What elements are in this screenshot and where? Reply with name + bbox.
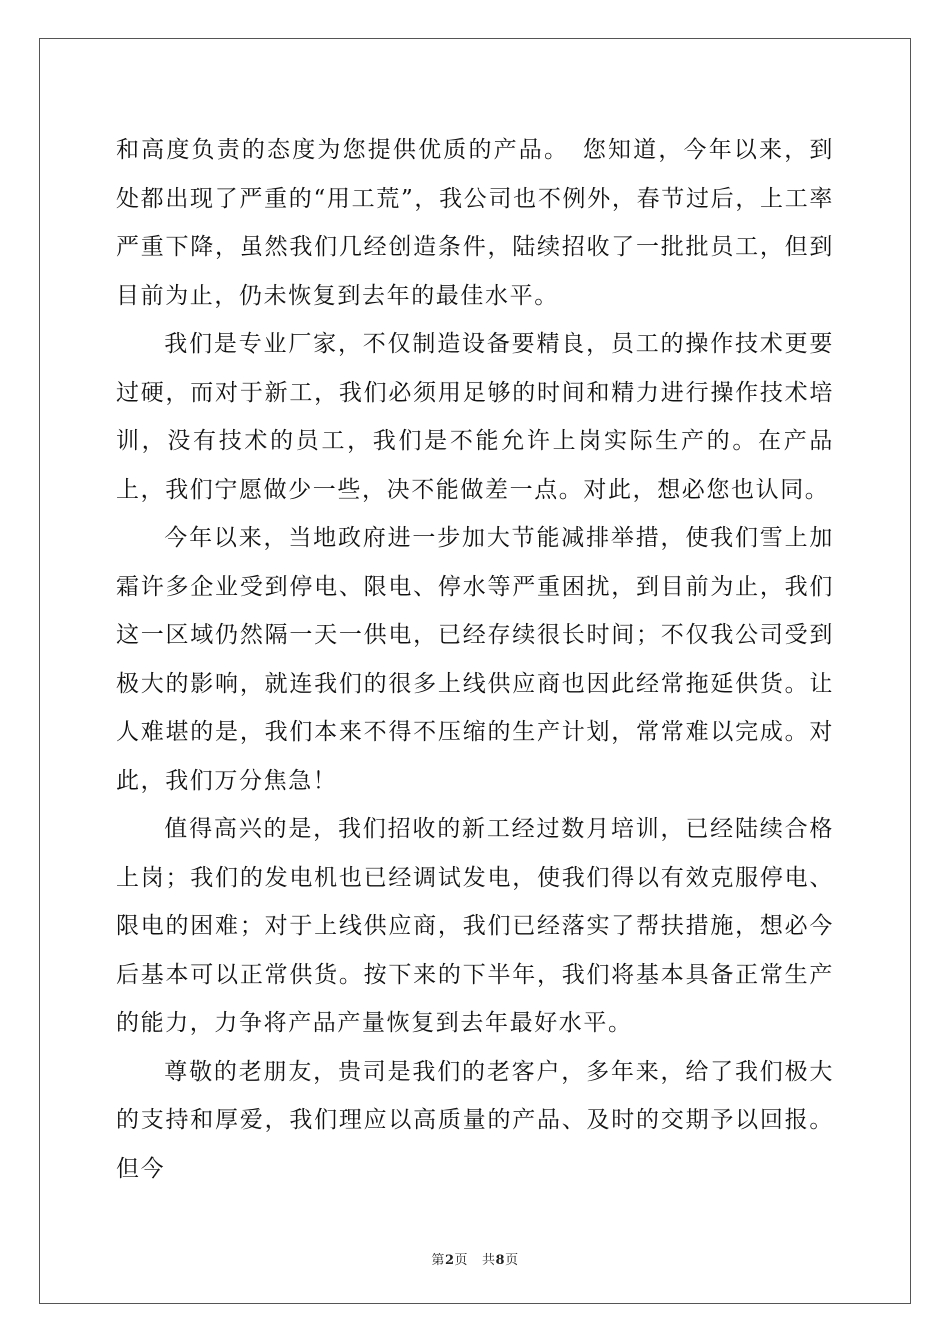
total-suffix: 页 — [505, 1253, 519, 1268]
total-prefix: 共 — [482, 1253, 496, 1268]
page-prefix: 第 — [431, 1253, 445, 1268]
document-body — [116, 126, 834, 1193]
page-suffix: 页 — [454, 1253, 468, 1268]
paragraph-4: 值得高兴的是，我们招收的新工经过数月培训，已经陆续合格上岗；我们的发电机也已经调试发电，使我们得以有效克服停电、限电的困难；对于上线供应商，我们已经落实了帮扶措施，想必今后基本可以正常供货。按下来的下半年，我们将基本具备正常生产的能力，力争将产品产量恢复到去年最好水平。 — [116, 816, 834, 1036]
paragraph-1: 和高度负责的态度为您提供优质的产品。 您知道，今年以来，到处都出现了严重的“用工荒”，我公司也不例外，春节过后，上工率严重下降，虽然我们几经创造条件，陆续招收了一批批员工，但到目前为止，仍未恢复到去年的最佳水平。 — [116, 137, 834, 309]
page-total: 8 — [495, 1253, 506, 1268]
paragraph-2: 我们是专业厂家，不仅制造设备要精良，员工的操作技术更要过硬，而对于新工，我们必须用足够的时间和精力进行操作技术培训，没有技术的员工，我们是不能允许上岗实际生产的。在产品上，我们宁愿做少一些，决不能做差一点。对此，想必您也认同。 — [116, 331, 834, 503]
paragraph-5: 尊敬的老朋友，贵司是我们的老客户，多年来，给了我们极大的支持和厚爱，我们理应以高质量的产品、及时的交期予以回报。但今 — [116, 1058, 834, 1182]
paragraph-3: 今年以来，当地政府进一步加大节能减排举措，使我们雪上加霜许多企业受到停电、限电、停水等严重困扰，到目前为止，我们这一区域仍然隔一天一供电，已经存续很长时间；不仅我公司受到极大的影响，就连我们的很多上线供应商也因此经常拖延供货。让人难堪的是，我们本来不得不压缩的生产计划，常常难以完成。对此，我们万分焦急！ — [116, 525, 834, 794]
page-footer — [0, 1249, 950, 1268]
page-current: 2 — [444, 1253, 455, 1268]
